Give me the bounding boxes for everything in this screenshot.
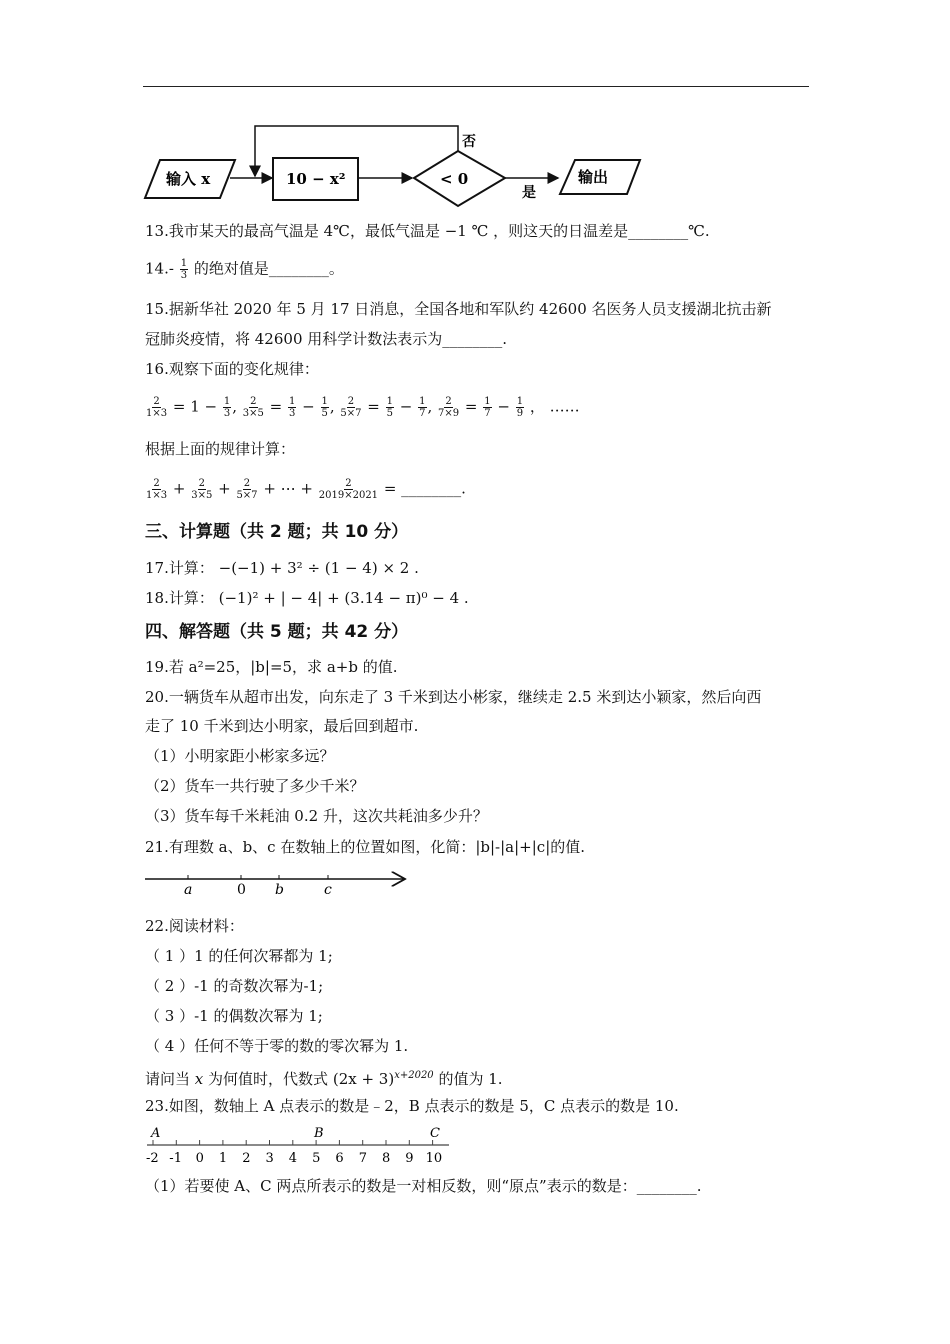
q18-label: 18.计算： — [145, 589, 214, 607]
q19-text: 19.若 a²=25，|b|=5，求 a+b 的值. — [145, 658, 398, 676]
q23-sub1: （1）若要使 A、C 两点所表示的数是一对相反数，则“原点”表示的数是：________. — [145, 1177, 702, 1195]
label-a: a — [184, 882, 193, 898]
label-b: b — [275, 882, 284, 898]
tick-label: 10 — [425, 1151, 443, 1166]
q14-frac-num: 1 — [180, 258, 188, 269]
point-b-label: B — [314, 1126, 324, 1141]
pattern-lhs-4: $\frac{2}{7\times 9}$ — [438, 396, 460, 419]
q22-expr: $(2x + 3)^{x+2020}$ — [332, 1070, 434, 1088]
tick-label: 3 — [265, 1151, 274, 1166]
q20-line1: 20.一辆货车从超市出发，向东走了 3 千米到达小彬家，继续走 2.5 米到达小颖家，然后向西 — [145, 688, 762, 706]
pattern-lhs-1: $\frac{2}{1\times 3}$ — [146, 396, 168, 419]
q22-item-3: （ 3 ）-1 的偶数次幂为 1; — [145, 1007, 323, 1025]
q15-line2: 冠肺炎疫情，将 42600 用科学计数法表示为________. — [145, 330, 508, 348]
tick-label: 5 — [312, 1151, 321, 1166]
q15-line1: 15.据新华社 2020 年 5 月 17 日消息，全国各地和军队约 42600 名医务人员支援湖北抗击新 — [145, 300, 772, 318]
q14-suffix: 的绝对值是________。 — [193, 259, 344, 278]
sum-term-1: $\frac{2}{1\times 3}$ — [146, 478, 168, 501]
q22-item-4: （ 4 ）任何不等于零的数的零次幂为 1. — [145, 1037, 409, 1055]
sum-dots: ⋯ — [280, 479, 296, 498]
pattern-lhs-3: $\frac{2}{5\times 7}$ — [340, 396, 362, 419]
pattern-rhs-1: $\frac{1}{3}$ — [223, 396, 231, 419]
pattern-a-3: $\frac{1}{5}$ — [386, 396, 394, 419]
q22-item-2: （ 2 ）-1 的奇数次幂为-1; — [145, 977, 324, 995]
pattern-b-2: $\frac{1}{5}$ — [321, 396, 328, 419]
q14-fraction — [180, 258, 188, 281]
q22-item-1: （ 1 ）1 的任何次幂都为 1; — [145, 947, 333, 965]
pattern-a-4: $\frac{1}{7}$ — [484, 396, 491, 419]
tick-label: -1 — [169, 1151, 182, 1166]
q18 — [145, 588, 469, 608]
q23-text: 23.如图，数轴上 A 点表示的数是﹣2，B 点表示的数是 5，C 点表示的数是 10. — [145, 1097, 679, 1115]
pattern-b-4: $\frac{1}{9}$ — [516, 396, 524, 419]
q17 — [145, 558, 419, 578]
sum-term-4: $\frac{2}{2019\times 2021}$ — [318, 478, 379, 501]
label-0: 0 — [237, 882, 246, 898]
tick-label: 8 — [382, 1151, 391, 1166]
pattern-a-2: $\frac{1}{3}$ — [289, 396, 296, 419]
q17-expr: −(−1) + 3² ÷ (1 − 4) × 2 . — [218, 559, 419, 577]
q22-question — [145, 1066, 503, 1089]
tick-label: -2 — [146, 1151, 159, 1166]
point-c-label: C — [430, 1126, 440, 1141]
point-a-label: A — [151, 1126, 161, 1141]
tick-label: 1 — [218, 1151, 228, 1166]
q20-line2: 走了 10 千米到达小明家，最后回到超市. — [145, 717, 419, 735]
tick-label: 9 — [405, 1151, 414, 1166]
sum-term-2: $\frac{2}{3\times 5}$ — [191, 478, 213, 501]
pattern-ellipsis: …… — [549, 397, 580, 416]
q22-q-suffix: 的值为 1. — [438, 1070, 503, 1088]
process-label: 10 − x² — [286, 170, 346, 188]
q14 — [145, 258, 344, 281]
sum-tail: = ________. — [383, 479, 466, 498]
tick-label: 7 — [358, 1151, 367, 1166]
q22-var: x — [194, 1070, 204, 1088]
section3-title: 三、计算题（共 2 题；共 10 分） — [145, 522, 409, 542]
q18-expr: (−1)² + | − 4| + (3.14 − π)⁰ − 4 . — [218, 589, 469, 607]
q22-q-mid: 为何值时，代数式 — [208, 1070, 329, 1088]
q16-pattern: $\frac{2}{1\times 3}$ = 1 − $\frac{1}{3}$ , $\frac{2}{3\times 5}$ = $\frac{1}{3}$ − $\frac{1}{5}$ , $\frac{2}{5\times 7}$ = $\frac{1}{5}$ − $\frac{1}{7}$ , $\frac{2}{7\times 9}$ = $\frac{1}{7}$ − $\frac{1}{9}$ ， …… — [146, 396, 580, 419]
q22-title: 22.阅读材料： — [145, 917, 244, 935]
label-c: c — [324, 882, 332, 898]
q14-frac-den: 3 — [180, 270, 188, 281]
tick-label: 4 — [288, 1151, 298, 1166]
q16-calc-label: 根据上面的规律计算： — [145, 440, 296, 458]
q16-title: 16.观察下面的变化规律： — [145, 360, 319, 378]
tick-label: 0 — [195, 1151, 204, 1166]
section4-title: 四、解答题（共 5 题；共 42 分） — [145, 622, 409, 642]
q14-prefix: 14.- — [145, 259, 174, 278]
tick-label: 2 — [242, 1151, 251, 1166]
no-label: 否 — [462, 134, 476, 150]
q16-sum: $\frac{2}{1\times 3}$ + $\frac{2}{3\times 5}$ + $\frac{2}{5\times 7}$ + ⋯ + $\frac{2}{2019\times 2021}$ = ________. — [146, 478, 466, 501]
q20-sub3: （3）货车每千米耗油 0.2 升，这次共耗油多少升？ — [145, 807, 488, 825]
q17-label: 17.计算： — [145, 559, 214, 577]
pattern-b-3: $\frac{1}{7}$ — [419, 396, 426, 419]
yes-label: 是 — [522, 185, 536, 201]
decision-label: < 0 — [440, 170, 469, 188]
q20-sub2: （2）货车一共行驶了多少千米？ — [145, 777, 365, 795]
flowchart-diagram — [140, 118, 660, 210]
tick-label: 6 — [335, 1151, 344, 1166]
input-label: 输入 x — [166, 170, 211, 188]
sum-term-3: $\frac{2}{5\times 7}$ — [236, 478, 258, 501]
q22-q-prefix: 请问当 — [145, 1070, 191, 1088]
q23-number-line — [143, 1124, 458, 1168]
pattern-lhs-2: $\frac{2}{3\times 5}$ — [242, 396, 264, 419]
q21-text: 21.有理数 a、b、c 在数轴上的位置如图，化简：|b|-|a|+|c|的值. — [145, 838, 586, 856]
output-label: 输出 — [578, 168, 609, 186]
header-rule — [143, 86, 809, 87]
q20-sub1: （1）小明家距小彬家多远？ — [145, 747, 335, 765]
q21-number-line — [143, 866, 413, 900]
q13-text: 13.我市某天的最高气温是 4℃，最低气温是 −1 ℃ ，则这天的日温差是________℃. — [145, 222, 710, 240]
pattern-one: 1 — [190, 397, 200, 416]
